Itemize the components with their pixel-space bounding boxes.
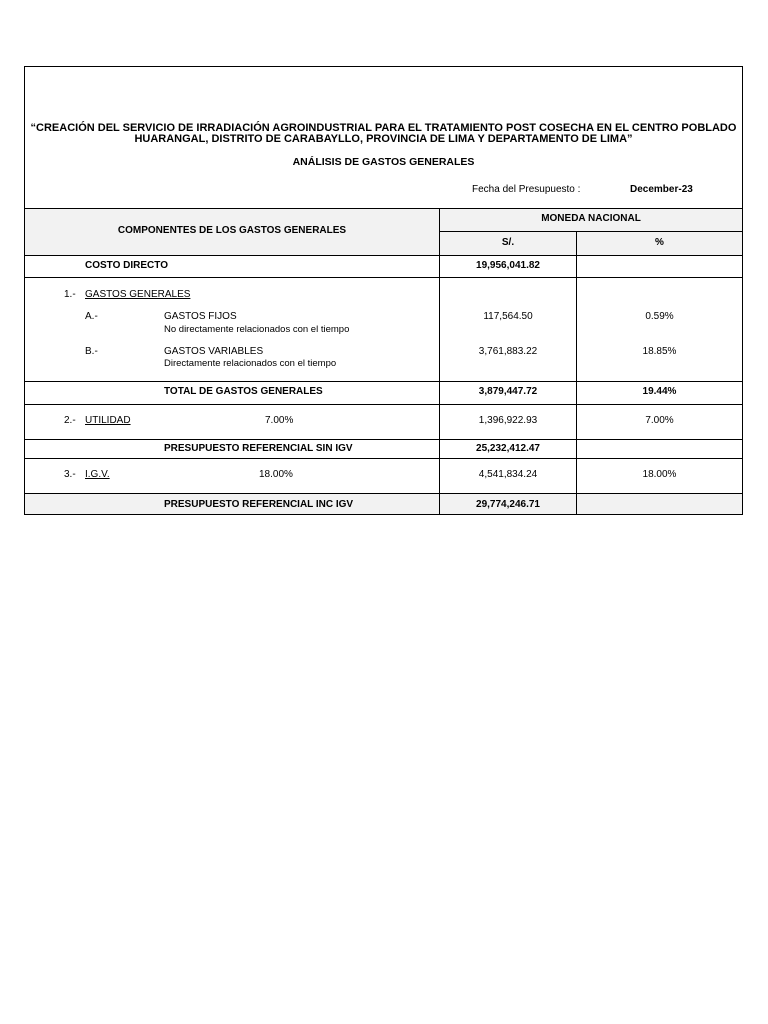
igv-rate: 18.00% — [259, 469, 293, 480]
gastos-fijos-amount: 117,564.50 — [483, 311, 533, 322]
divider — [25, 458, 742, 459]
header-componentes: COMPONENTES DE LOS GASTOS GENERALES — [117, 225, 347, 236]
page-title: ANÁLISIS DE GASTOS GENERALES — [292, 156, 475, 168]
igv-num: 3.- — [64, 469, 76, 480]
utilidad-num: 2.- — [64, 415, 76, 426]
divider — [25, 493, 742, 494]
header-percent: % — [655, 237, 664, 248]
utilidad-amount: 1,396,922.93 — [478, 415, 538, 426]
igv-label: I.G.V. — [85, 469, 110, 480]
utilidad-label: UTILIDAD — [85, 415, 131, 426]
igv-pct: 18.00% — [642, 469, 677, 480]
ppto-sin-igv-label: PRESUPUESTO REFERENCIAL SIN IGV — [164, 443, 353, 454]
utilidad-pct: 7.00% — [645, 415, 674, 426]
header-currency: S/. — [501, 237, 515, 248]
header-moneda: MONEDA NACIONAL — [541, 213, 641, 224]
project-title-line1: “CREACIÓN DEL SERVICIO DE IRRADIACIÓN AGROINDUSTRIAL PARA EL TRATAMIENTO POST COSECHA EN EL CENTRO POBLADO — [30, 122, 737, 134]
divider — [25, 439, 742, 440]
divider — [25, 381, 742, 382]
divider — [25, 208, 742, 209]
gastos-variables-pct: 18.85% — [642, 346, 677, 357]
project-title-line2: HUARANGAL, DISTRITO DE CARABAYLLO, PROVINCIA DE LIMA Y DEPARTAMENTO DE LIMA” — [134, 133, 633, 145]
gastos-variables-desc: Directamente relacionados con el tiempo — [164, 358, 337, 369]
gastos-generales-label: GASTOS GENERALES — [85, 289, 191, 300]
gastos-fijos-letter: A.- — [85, 311, 98, 322]
costo-directo-amount: 19,956,041.82 — [476, 260, 540, 271]
gastos-variables-name: GASTOS VARIABLES — [164, 346, 264, 357]
utilidad-rate: 7.00% — [265, 415, 294, 426]
final-row-shade — [25, 494, 742, 514]
total-gastos-amount: 3,879,447.72 — [478, 386, 538, 397]
ppto-inc-igv-label: PRESUPUESTO REFERENCIAL INC IGV — [164, 499, 354, 510]
divider — [25, 404, 742, 405]
total-gastos-pct: 19.44% — [642, 386, 677, 397]
ppto-inc-igv-amount: 29,774,246.71 — [476, 499, 540, 510]
divider — [25, 255, 742, 256]
divider — [25, 277, 742, 278]
gastos-variables-letter: B.- — [85, 346, 98, 357]
costo-directo-label: COSTO DIRECTO — [85, 260, 168, 271]
budget-sheet — [24, 66, 743, 515]
project-title — [25, 123, 742, 145]
gastos-generales-num: 1.- — [64, 289, 76, 300]
gastos-fijos-desc: No directamente relacionados con el tiempo — [164, 324, 350, 335]
fecha-label: Fecha del Presupuesto : — [472, 184, 581, 195]
fecha-value: December-23 — [630, 184, 693, 195]
gastos-fijos-pct: 0.59% — [645, 311, 674, 322]
divider — [440, 231, 742, 232]
gastos-fijos-name: GASTOS FIJOS — [164, 311, 237, 322]
gastos-variables-amount: 3,761,883.22 — [478, 346, 538, 357]
igv-amount: 4,541,834.24 — [478, 469, 538, 480]
total-gastos-label: TOTAL DE GASTOS GENERALES — [164, 386, 323, 397]
ppto-sin-igv-amount: 25,232,412.47 — [476, 443, 540, 454]
